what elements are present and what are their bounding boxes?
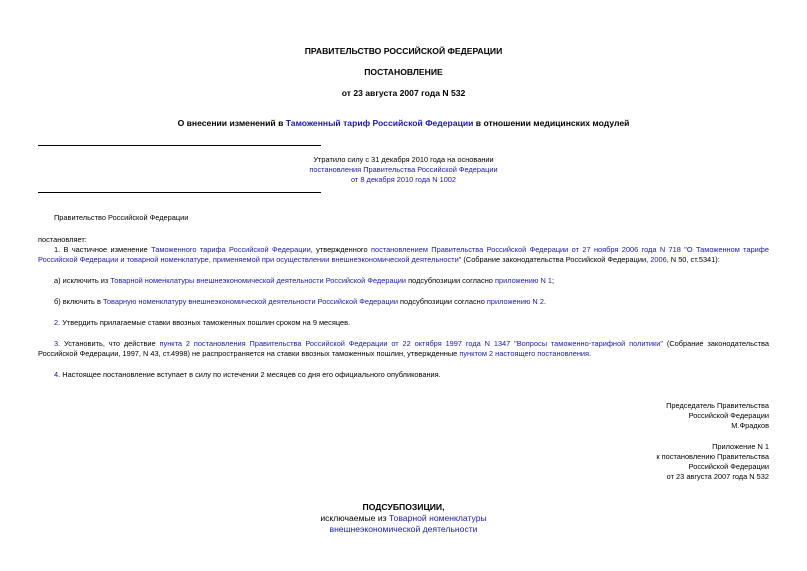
repeal-decree-date-link[interactable]: от 8 декабря 2010 года N 1002 [350, 175, 457, 184]
status-line1: Утратило силу с 31 декабря 2010 года на основании [313, 155, 494, 164]
divider-bottom [38, 192, 321, 193]
paragraph-2 [38, 318, 769, 328]
p1-text-4: , N 50, ст.5341): [666, 255, 720, 264]
pb-text-1: б) включить в [54, 297, 103, 306]
commodity-nomenclature-link[interactable]: Товарной номенклатуры внешнеэкономической деятельности Российской Федерации [110, 276, 407, 285]
p1-text-3: (Собрание законодательства Российской Федерации, [461, 255, 651, 264]
appendix-header [656, 442, 769, 482]
item-4-number-link[interactable]: 4. [54, 370, 61, 379]
divider-top [38, 145, 321, 146]
p3-text-2: (Собрание законодательства Российской Федерации, 1997, N 43, ст.4998) не распространяется на ставки ввозных таможенных пошлин, утвержденные [38, 339, 769, 358]
decree-1347-link[interactable]: пункта 2 постановления Правительства Российской Федерации от 22 октября 1997 года N 1347 "Вопросы таможенно-тарифной политики" [159, 339, 663, 348]
item-2-number-link[interactable]: 2. [54, 318, 61, 327]
doc-type-heading: ПОСТАНОВЛЕНИЕ [364, 67, 443, 77]
org-heading: ПРАВИТЕЛЬСТВО РОССИЙСКОЙ ФЕДЕРАЦИИ [304, 46, 503, 56]
repeal-decree-link[interactable]: постановления Правительства Российской Федерации [309, 165, 498, 174]
title-text-post: в отношении медицинских модулей [473, 118, 630, 128]
p3-text-3: . [589, 349, 592, 358]
annex-line2-text: исключаемые из [320, 513, 389, 523]
p4-text: Настоящее постановление вступает в силу по истечении 2 месяцев со дня его официального опубликования. [60, 370, 441, 379]
signature-line2: Российской Федерации [688, 411, 769, 420]
pa-text-3: ; [552, 276, 555, 285]
doc-date-number: от 23 августа 2007 года N 532 [341, 88, 466, 98]
title-text-pre: О внесении изменений в [177, 118, 286, 128]
p1-text-1: 1. В частичное изменение [54, 245, 152, 254]
signature-line3: М.Фрадков [731, 421, 769, 430]
customs-tariff-link[interactable]: Таможенный тариф Российской Федерации [285, 118, 474, 128]
appendix-line4: от 23 августа 2007 года N 532 [666, 472, 769, 481]
appendix-line3: Российской Федерации [688, 462, 769, 471]
appendix-1-link[interactable]: приложению N 1 [494, 276, 552, 285]
paragraph-a [38, 276, 769, 286]
appendix-2-link[interactable]: приложению N 2 [486, 297, 544, 306]
paragraph-4 [38, 370, 769, 380]
document-title [0, 118, 807, 128]
paragraph-3 [38, 339, 769, 359]
year-2006-link[interactable]: 2006 [650, 255, 667, 264]
signature-line1: Председатель Правительства [666, 401, 769, 410]
pb-text-2: подсубпозиции согласно [398, 297, 487, 306]
signature-block [666, 401, 769, 431]
annex-line2 [0, 513, 807, 524]
nomenclature-link-annex[interactable]: Товарной номенклатуры [388, 513, 487, 523]
commodity-nomenclature-link-2[interactable]: Товарную номенклатуру внешнеэкономической деятельности Российской Федерации [102, 297, 398, 306]
pb-text-3: . [543, 297, 546, 306]
paragraph-1 [38, 245, 769, 265]
decree-word: постановляет: [38, 235, 87, 244]
p3-text-1: Установить, что действие [60, 339, 160, 348]
p1-text-2: , утвержденного [310, 245, 371, 254]
annex-line3-link[interactable]: внешнеэкономической деятельности [329, 524, 478, 534]
appendix-line1: Приложение N 1 [712, 442, 769, 451]
item-2-this-decree-link[interactable]: пунктом 2 настоящего постановления [459, 349, 590, 358]
intro-text: Правительство Российской Федерации [54, 213, 189, 222]
pa-text-2: подсубпозиции согласно [406, 276, 495, 285]
paragraph-b [38, 297, 769, 307]
item-3-number-link[interactable]: 3. [54, 339, 61, 348]
appendix-line2: к постановлению Правительства [656, 452, 769, 461]
p2-text: Утвердить прилагаемые ставки ввозных таможенных пошлин сроком на 9 месяцев. [60, 318, 351, 327]
customs-tariff-link-2[interactable]: Таможенного тарифа Российской Федерации [151, 245, 311, 254]
annex-heading: ПОДСУБПОЗИЦИИ, [362, 502, 445, 512]
pa-text-1: а) исключить из [54, 276, 111, 285]
decree-718-link[interactable]: постановлением Правительства Российской Федерации от 27 ноября 2006 года N 718 "О Таможенном тарифе Российской Федерации и товарной номенклатуре, применяемой при осуществлении внешнеэкономической деятельности" [38, 245, 770, 264]
